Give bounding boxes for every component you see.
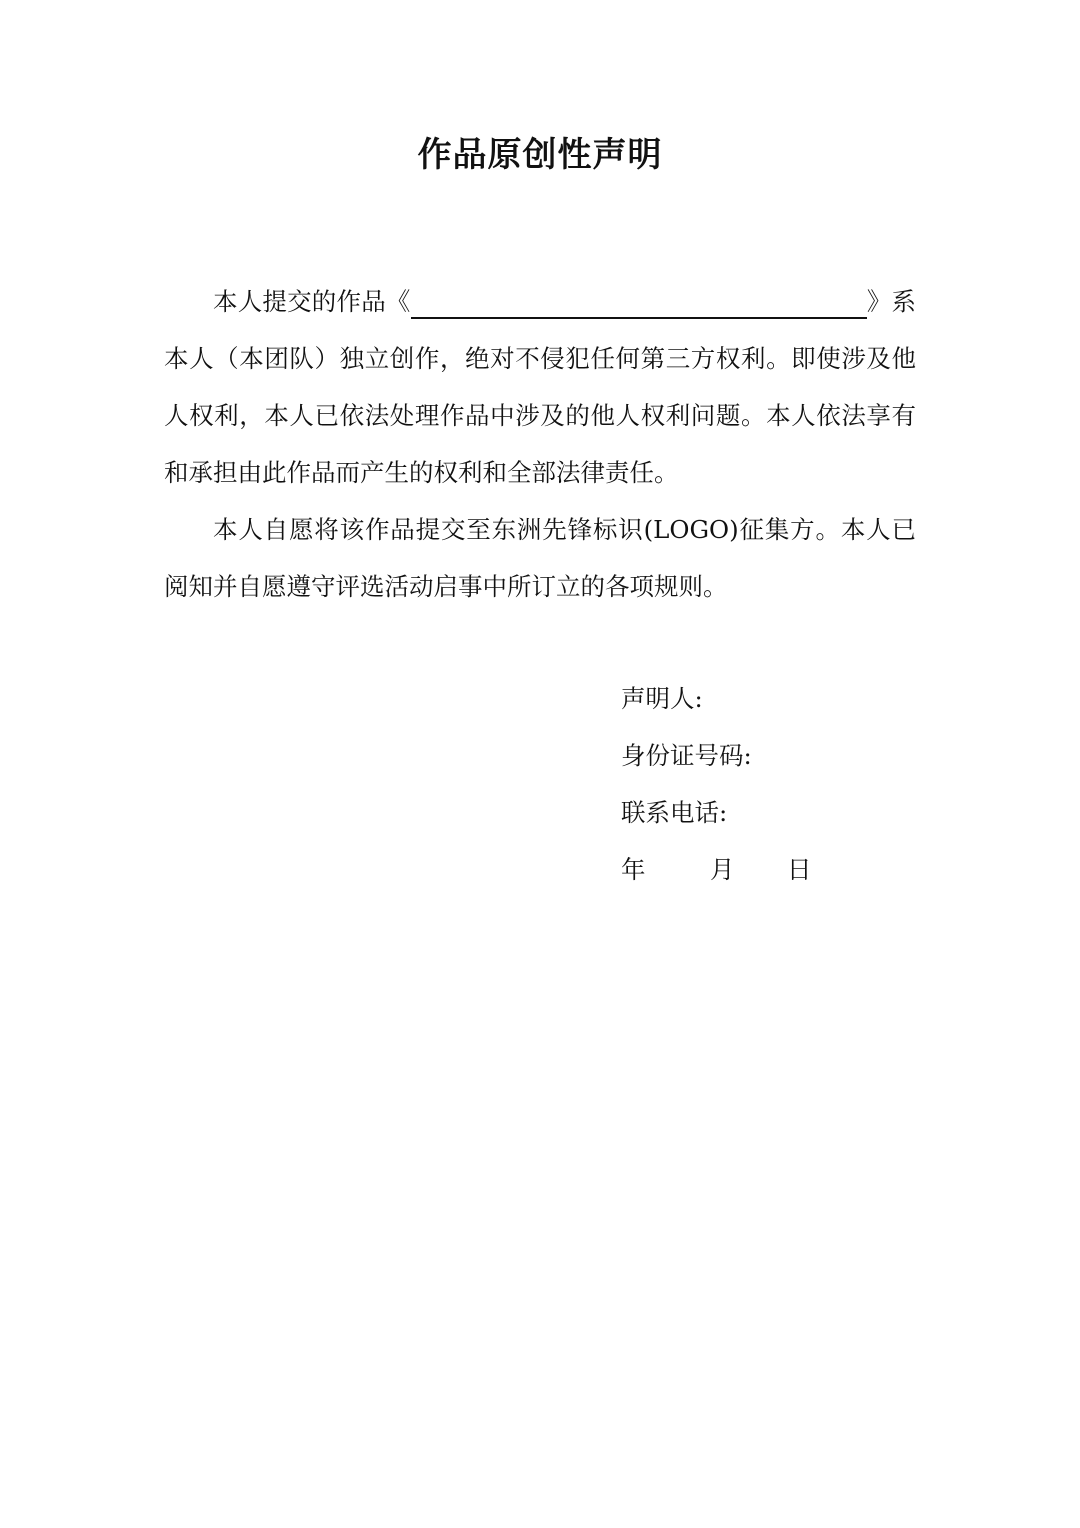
declaration-body	[164, 273, 916, 615]
id-number-label: 身份证号码:	[621, 741, 752, 770]
paragraph-1-suffix: 》系本人（本团队）独立创作，绝对不侵犯任何第三方权利。即使涉及他人权利，本人已依法处理作品中涉及的他人权利问题。本人依法享有和承担由此作品而产生的权利和全部法律责任。	[164, 287, 917, 487]
declarant-label: 声明人:	[621, 684, 703, 713]
document-title: 作品原创性声明	[417, 135, 663, 175]
month-label: 月	[710, 855, 735, 884]
year-label: 年	[621, 855, 646, 884]
signature-block	[621, 670, 1001, 898]
date-line	[621, 841, 1001, 898]
paragraph-1-prefix: 本人提交的作品《	[213, 287, 411, 316]
day-label: 日	[787, 855, 812, 884]
phone-label: 联系电话:	[621, 798, 728, 827]
work-title-blank-line[interactable]	[411, 283, 867, 319]
paragraph-submission: 本人自愿将该作品提交至东洲先锋标识(LOGO)征集方。本人已阅知并自愿遵守评选活动启事中所订立的各项规则。	[164, 515, 916, 601]
paragraph-originality	[164, 273, 916, 501]
